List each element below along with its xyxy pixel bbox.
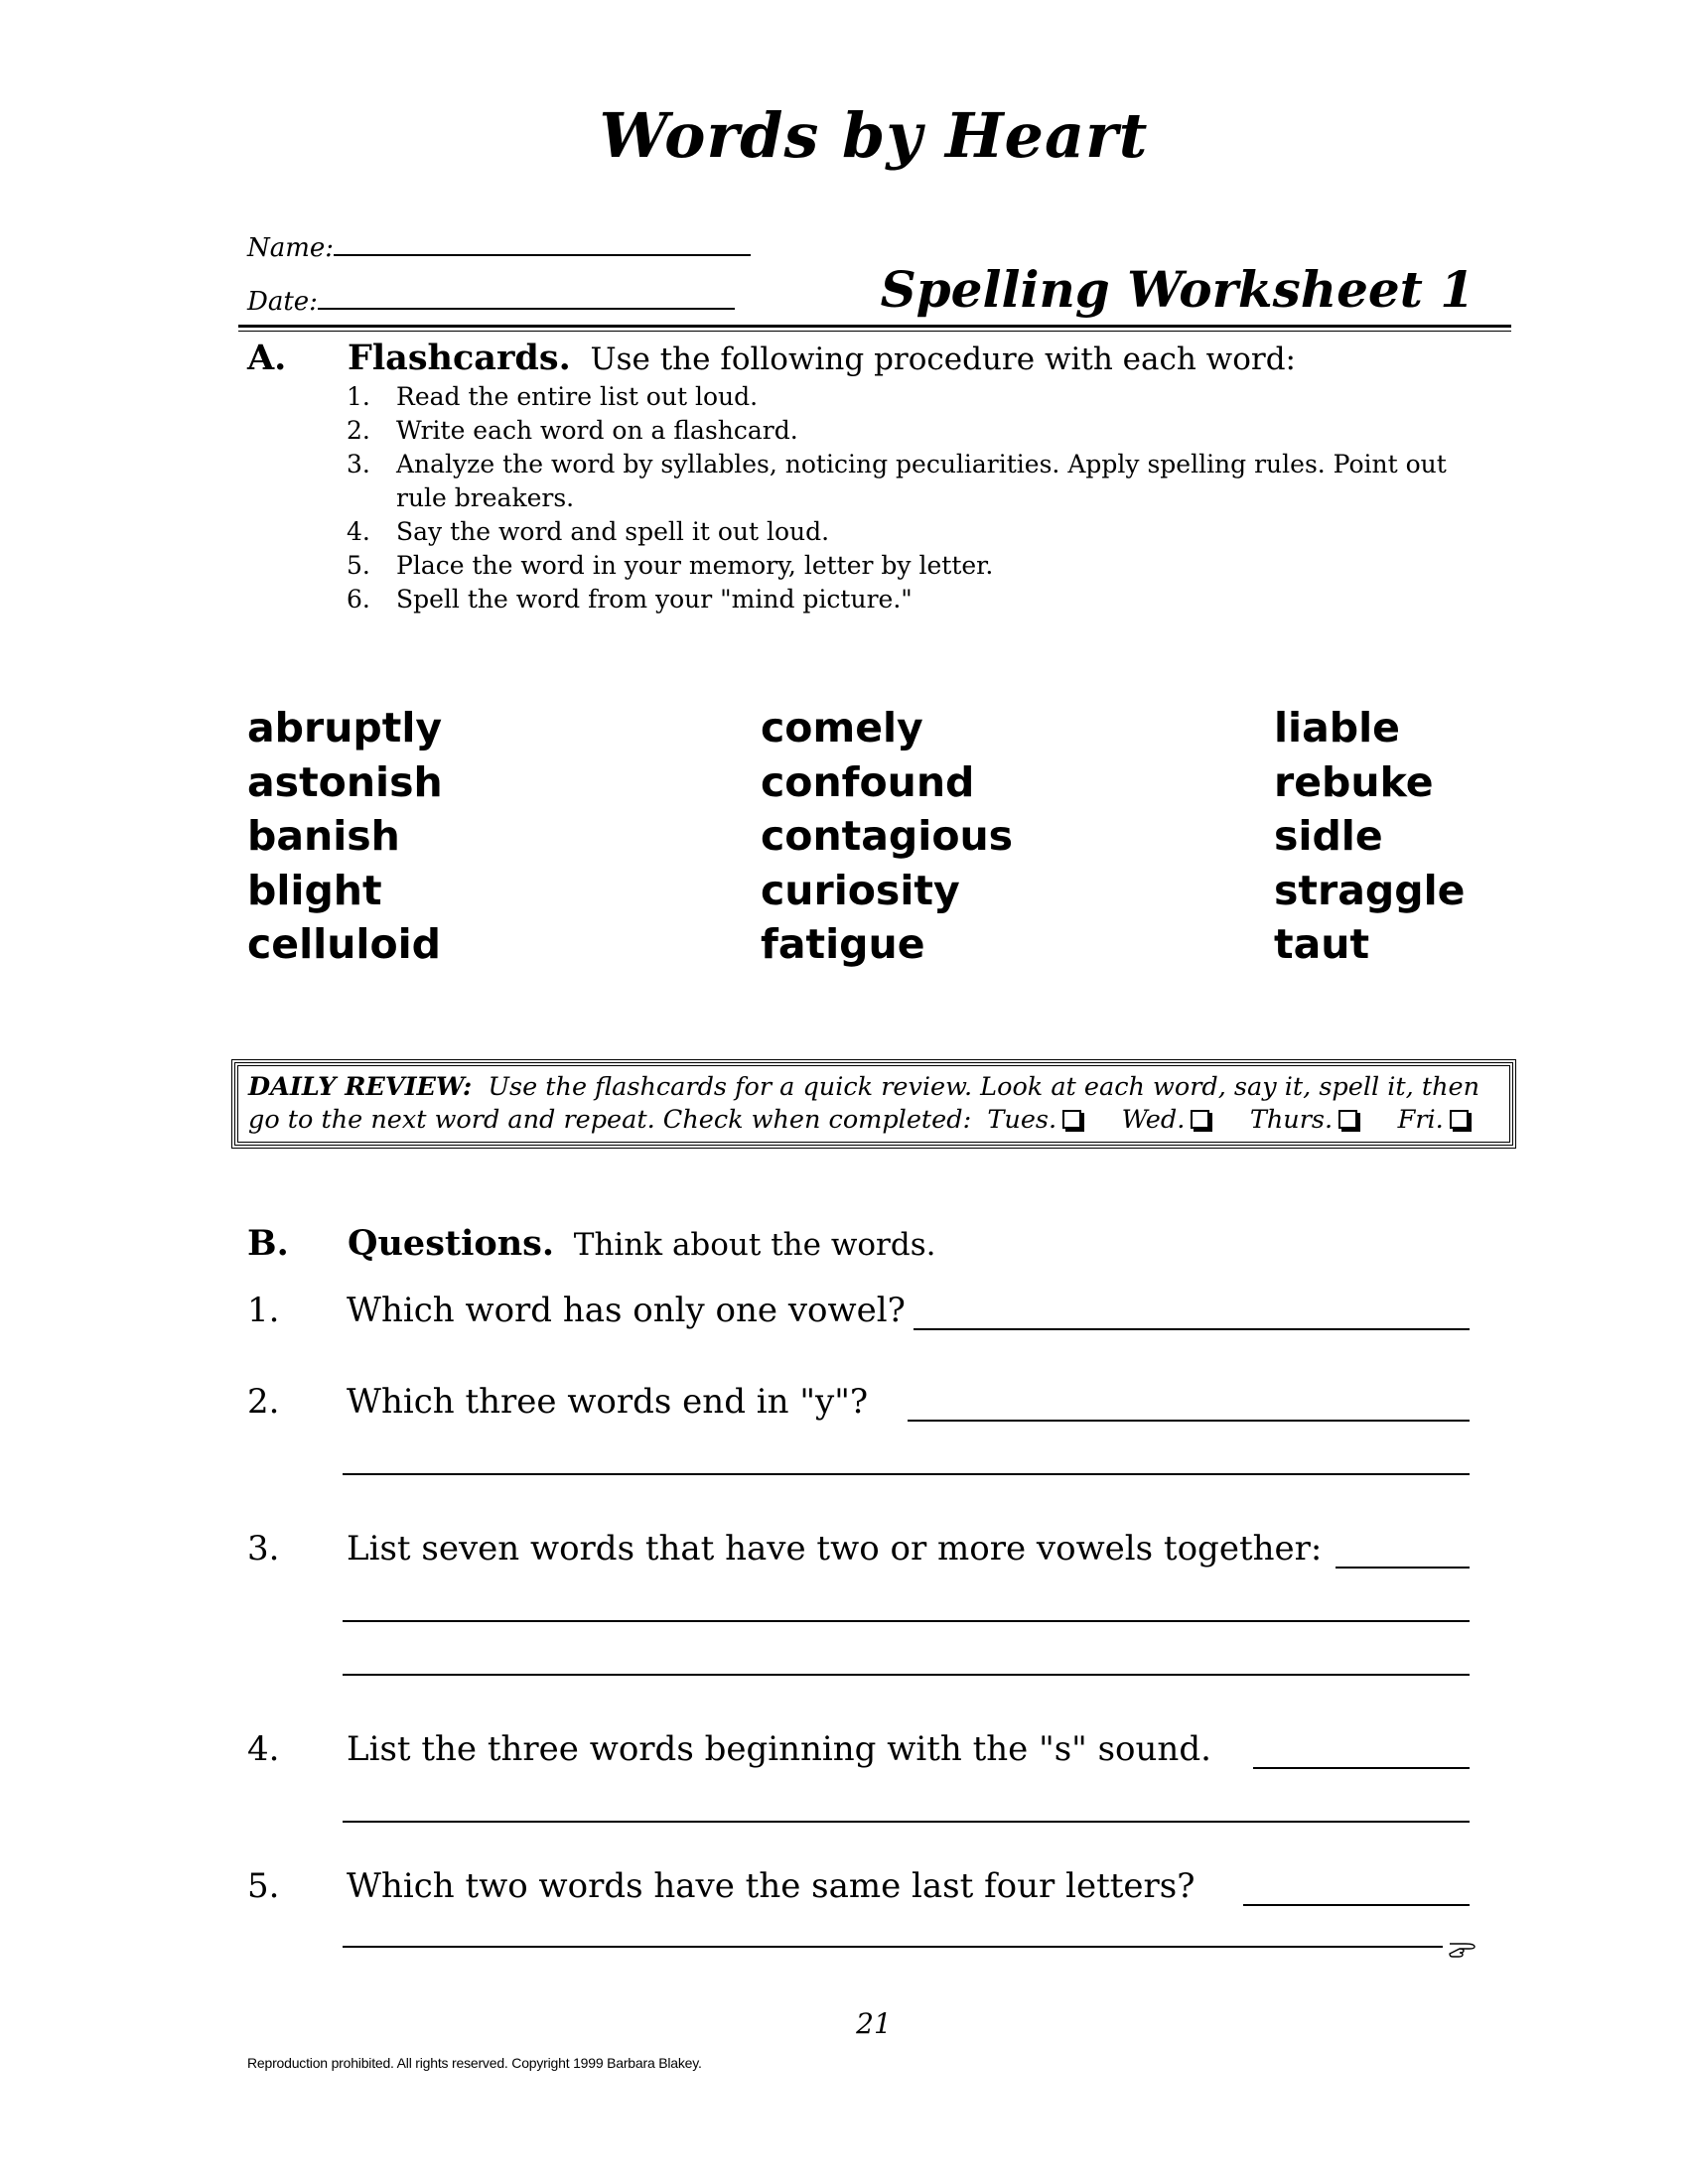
spelling-word: confound: [761, 757, 975, 806]
spelling-word: taut: [1274, 920, 1370, 968]
daily-review-text: Use the flashcards for a quick review. Look at each word, say it, spell it, then go to the next word and repeat. Check when completed:: [248, 1072, 1480, 1135]
day-wed-label: Wed.: [1121, 1105, 1186, 1135]
header-divider-thin: [238, 331, 1511, 332]
header-divider-thick: [238, 325, 1511, 328]
checkbox-wed[interactable]: [1191, 1110, 1209, 1129]
date-blank-line[interactable]: [318, 284, 735, 310]
day-thurs-label: Thurs.: [1249, 1105, 1334, 1135]
list-item: 6. Spell the word from your "mind picture.": [347, 585, 913, 614]
date-field[interactable]: [247, 284, 735, 317]
section-a-heading: [348, 338, 1296, 378]
spelling-word: contagious: [761, 812, 1014, 860]
spelling-word: curiosity: [761, 866, 960, 914]
spelling-word: sidle: [1274, 812, 1383, 860]
list-item: 3. Analyze the word by syllables, noticing peculiarities. Apply spelling rules. Point out rule breakers.: [347, 450, 1447, 512]
answer-line-3b[interactable]: [343, 1620, 1470, 1622]
checkbox-fri[interactable]: [1450, 1110, 1469, 1129]
date-label: Date:: [247, 287, 318, 317]
daily-review-box: [234, 1062, 1513, 1146]
section-b-letter: B.: [247, 1223, 289, 1264]
answer-line-4b[interactable]: [343, 1821, 1470, 1823]
spelling-word: astonish: [247, 757, 443, 806]
word-list-column-2: [761, 701, 1013, 972]
worksheet-title: Spelling Worksheet 1: [880, 260, 1475, 319]
daily-review-label: DAILY REVIEW:: [248, 1072, 473, 1102]
spelling-word: liable: [1274, 704, 1400, 751]
name-label: Name:: [247, 233, 335, 263]
answer-line-2b[interactable]: [343, 1473, 1470, 1475]
copyright-notice: Reproduction prohibited. All rights reserved. Copyright 1999 Barbara Blakey.: [247, 2055, 702, 2071]
spelling-word: straggle: [1274, 866, 1466, 914]
spelling-word: blight: [247, 866, 382, 914]
spelling-word: fatigue: [761, 920, 925, 968]
answer-line-5a[interactable]: [1243, 1904, 1470, 1906]
section-a-title: Flashcards.: [348, 338, 571, 378]
name-blank-line[interactable]: [334, 230, 751, 256]
checkbox-tues[interactable]: [1062, 1110, 1081, 1129]
answer-line-1[interactable]: [914, 1328, 1470, 1330]
section-b-title: Questions.: [348, 1223, 555, 1264]
answer-line-4a[interactable]: [1253, 1767, 1470, 1769]
pointing-hand-icon-svg: [1448, 1938, 1477, 1958]
spelling-word: banish: [247, 812, 400, 860]
spelling-word: celluloid: [247, 920, 442, 968]
list-item: 4. Say the word and spell it out loud.: [347, 517, 830, 546]
worksheet-series-title: Words by Heart: [599, 99, 1149, 172]
spelling-word: comely: [761, 704, 923, 751]
page-number: 21: [856, 2007, 892, 2040]
section-a-instruction: Use the following procedure with each word:: [590, 341, 1296, 377]
answer-line-2a[interactable]: [908, 1420, 1470, 1422]
list-item: 1. Read the entire list out loud.: [347, 382, 759, 411]
answer-line-3c[interactable]: [343, 1674, 1470, 1676]
word-list-column-1: [247, 701, 443, 972]
pointing-hand-icon: [1448, 1932, 1477, 1965]
section-a-letter: A.: [247, 338, 287, 378]
spelling-word: abruptly: [247, 704, 443, 751]
checkbox-thurs[interactable]: [1338, 1110, 1357, 1129]
answer-line-3a[interactable]: [1336, 1567, 1470, 1569]
list-item: 5. Place the word in your memory, letter by letter.: [347, 551, 994, 580]
section-b-instruction: Think about the words.: [573, 1227, 936, 1263]
name-field[interactable]: [247, 230, 751, 263]
day-tues-label: Tues.: [987, 1105, 1057, 1135]
day-fri-label: Fri.: [1397, 1105, 1444, 1135]
word-list-column-3: [1274, 701, 1465, 972]
answer-line-5b[interactable]: [343, 1946, 1443, 1948]
list-item: 2. Write each word on a flashcard.: [347, 416, 798, 445]
procedure-steps: [347, 380, 1498, 616]
spelling-word: rebuke: [1274, 757, 1434, 806]
section-b-heading: [348, 1223, 935, 1264]
